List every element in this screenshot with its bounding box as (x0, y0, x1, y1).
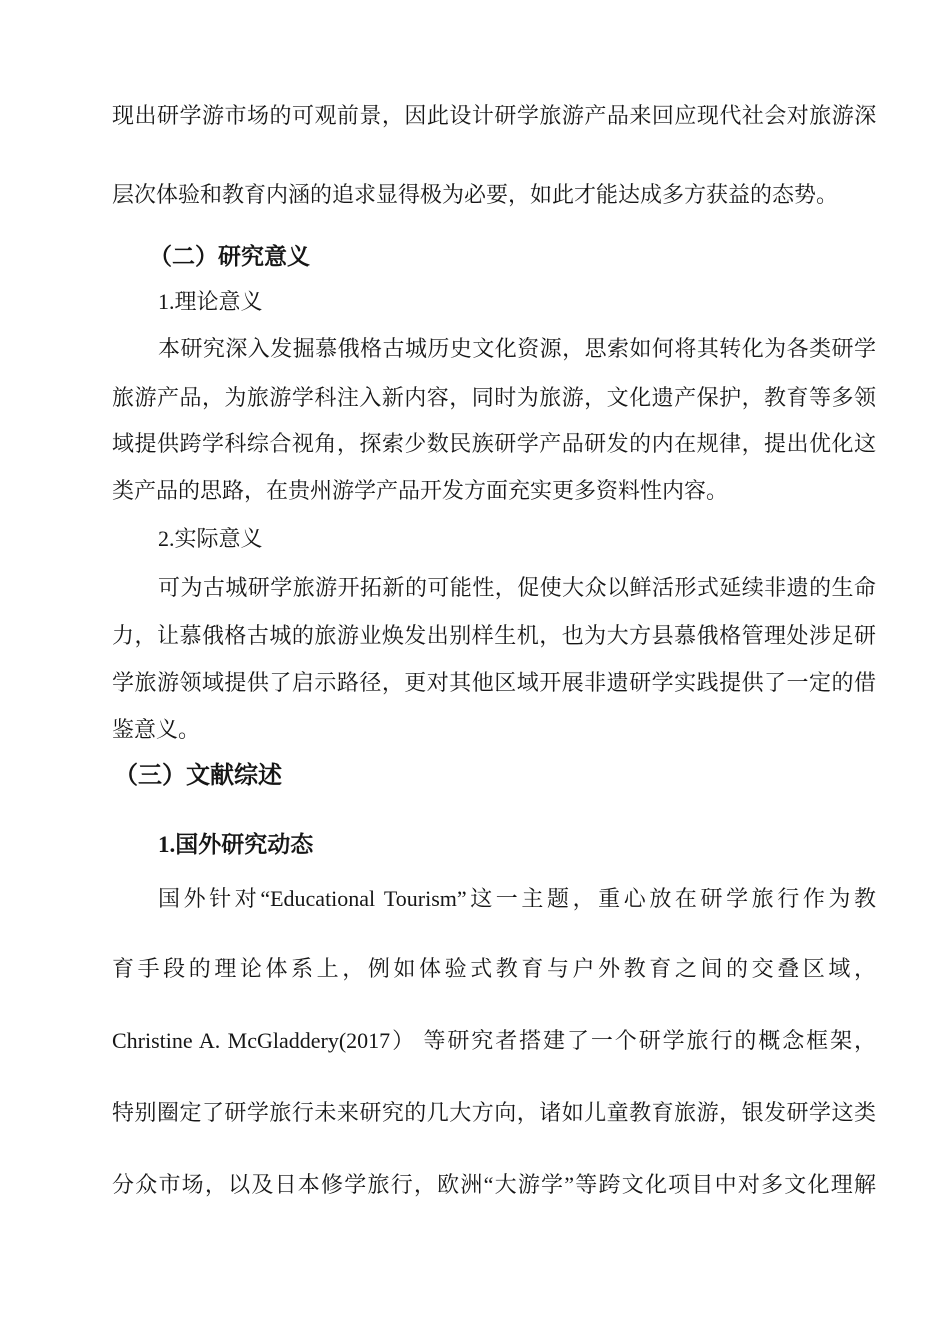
paragraph-line: 国外针对“Educational Tourism”这一主题，重心放在研学旅行作为教 (158, 886, 876, 911)
paragraph-line: Christine A. McGladdery(2017） 等研究者搭建了一个研学旅行的概念框架， (112, 1028, 876, 1053)
paragraph-line: 本研究深入发掘慕俄格古城历史文化资源，思索如何将其转化为各类研学 (158, 336, 876, 361)
paragraph-line: 力，让慕俄格古城的旅游业焕发出别样生机，也为大方县慕俄格管理处涉足研 (112, 623, 876, 648)
paragraph-line: 旅游产品，为旅游学科注入新内容，同时为旅游，文化遗产保护，教育等多领 (112, 385, 876, 410)
paragraph-line: 学旅游领域提供了启示路径，更对其他区域开展非遗研学实践提供了一定的借 (112, 670, 876, 695)
subheading-practical-significance: 2.实际意义 (158, 526, 263, 551)
section-heading-research-significance: （二）研究意义 (149, 244, 310, 269)
paragraph-line: 鉴意义。 (112, 717, 201, 742)
paragraph-line: 可为古城研学旅游开拓新的可能性，促使大众以鲜活形式延续非遗的生命 (158, 575, 876, 600)
paragraph-line: 域提供跨学科综合视角，探索少数民族研学产品研发的内在规律，提出优化这 (112, 431, 876, 456)
paragraph-line: 类产品的思路，在贵州游学产品开发方面充实更多资料性内容。 (112, 478, 729, 503)
body-line: 现出研学游市场的可观前景，因此设计研学旅游产品来回应现代社会对旅游深 (112, 103, 876, 128)
body-line: 层次体验和教育内涵的追求显得极为必要，如此才能达成多方获益的态势。 (112, 182, 839, 207)
subheading-theoretical-significance: 1.理论意义 (158, 289, 263, 314)
paragraph-line: 特别圈定了研学旅行未来研究的几大方向，诸如儿童教育旅游，银发研学这类 (112, 1100, 876, 1125)
section-heading-literature-review: （三）文献综述 (114, 763, 282, 789)
paragraph-line: 分众市场，以及日本修学旅行，欧洲“大游学”等跨文化项目中对多文化理解 (112, 1172, 876, 1197)
subheading-foreign-research-trends: 1.国外研究动态 (158, 832, 314, 857)
paragraph-line: 育手段的理论体系上，例如体验式教育与户外教育之间的交叠区域， (112, 956, 876, 981)
